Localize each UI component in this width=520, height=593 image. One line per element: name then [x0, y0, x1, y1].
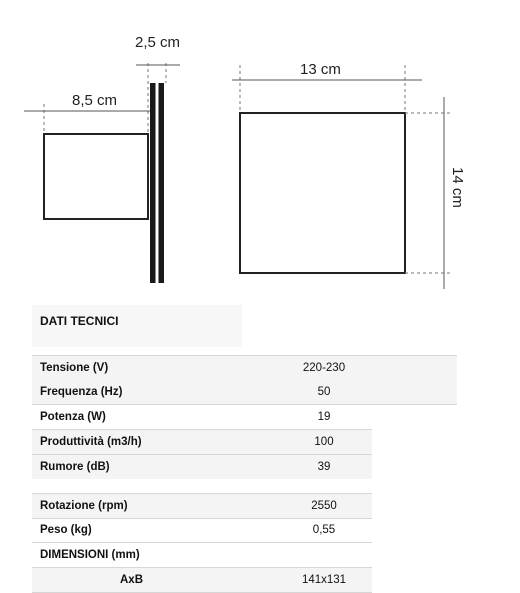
thickness-label: 2,5 cm: [135, 34, 181, 51]
row-value: 19: [317, 411, 331, 423]
table-row: [32, 355, 457, 381]
row-value: 50: [317, 386, 331, 398]
row-value: 100: [314, 436, 334, 448]
table-row: [32, 405, 372, 430]
height-label: 14 cm: [449, 167, 466, 208]
table-row: [32, 380, 457, 405]
row-label: Potenza (W): [40, 411, 106, 423]
row-label: Rumore (dB): [40, 461, 110, 473]
row-label: Tensione (V): [40, 362, 109, 374]
row-value: 220-230: [302, 362, 346, 374]
row-label: AxB: [120, 574, 144, 586]
table-row: [32, 518, 372, 543]
table-row: [32, 430, 372, 455]
width-label: 13 cm: [300, 61, 341, 78]
row-value: 39: [317, 461, 331, 473]
depth-label: 8,5 cm: [72, 92, 118, 109]
row-value: 141x131: [301, 574, 347, 586]
row-label: DIMENSIONI (mm): [40, 549, 140, 561]
row-label: Rotazione (rpm): [40, 500, 128, 512]
front-view-panel: [240, 113, 405, 273]
side-view-body: [44, 134, 148, 219]
row-value: 0,55: [312, 524, 336, 536]
row-label: Produttività (m3/h): [40, 436, 142, 448]
table-title: DATI TECNICI: [40, 314, 119, 328]
table-row: [32, 493, 372, 519]
table-row: [32, 543, 372, 568]
table-row: [32, 568, 372, 593]
row-value: 2550: [311, 500, 337, 512]
row-label: Frequenza (Hz): [40, 386, 123, 398]
table-row: [32, 455, 372, 479]
row-label: Peso (kg): [40, 524, 92, 536]
